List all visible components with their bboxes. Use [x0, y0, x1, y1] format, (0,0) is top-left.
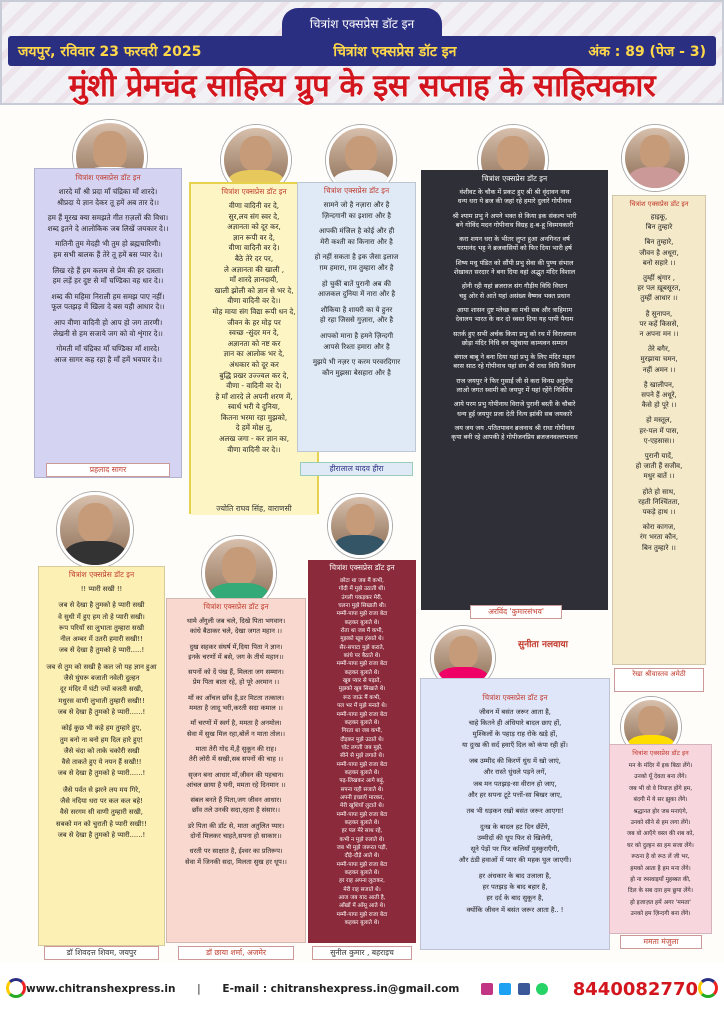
- poem-line: स्वच्छ -सुंदर मन दे,: [229, 328, 279, 338]
- poem-line: बैठे तेरे दर पर,: [234, 253, 274, 263]
- poem-line: आये परम प्रभु गोपीनाथ विराजे पुरानी बस्ती के चौबारे: [453, 400, 576, 409]
- poem-line: रोता था जब मैं कभी,: [340, 628, 384, 635]
- poem-line: देवालय भारत के कर दो ध्वस्त दिया यह पापी पैगाम: [455, 315, 574, 324]
- column-header: चित्रांश एक्सप्रेस डॉट इन: [629, 200, 689, 208]
- poem-line: डरे पिता की डाँट से, माता अतुलित प्यार।: [187, 821, 285, 830]
- poem-line: जीवन के हर मोड़ पर: [227, 317, 281, 327]
- poem-line: रूठना है वो रूठ लें जी भर,: [631, 854, 690, 861]
- poem-line: जीवन है अधूरा,: [639, 248, 679, 257]
- poem-line: बनो सहारे ।।: [642, 258, 676, 267]
- poem-line: करा शयन धरा के भीतर लुप्त हुआ अनगिनत वर्ष: [459, 235, 570, 244]
- poem-line: बिन तुम्हारे: [645, 223, 673, 232]
- masthead-text: चित्रांश एक्सप्रेस डॉट इन: [309, 16, 415, 31]
- poem-line: माता तेरी गोद में,है सुकून की राह।: [195, 744, 277, 753]
- column-header: चित्रांश एक्सप्रेस डॉट इन: [329, 563, 395, 572]
- poem-line: गोमती माँ चंद्रिका माँ चण्डिका माँ शारदे।: [56, 344, 160, 354]
- poem-line: मम्मी-पापा मुझे राजा बेटा: [336, 911, 388, 918]
- poem-line: हो चुकीं बातें पुरानी अब की: [322, 279, 391, 288]
- poem-line: श्रीप्रदा ये ज्ञान देकर तू हमें अब तार दे।।: [57, 197, 159, 207]
- author-photo-8: [328, 494, 392, 558]
- poem-line: वीणा वादिनी वर दे।।: [227, 296, 281, 306]
- poem-line: कभी न मुझे रुलाते थे।: [339, 836, 385, 843]
- poem-line: हो ना रुसवाइयाँ मुहब्बत की,: [630, 877, 691, 884]
- footer-phone[interactable]: 8440082770: [572, 978, 698, 1000]
- poem-line: बने गोविंद मदन गोपीनाथ विग्रह हृ-ब-हू विस्मयकारी: [455, 220, 574, 229]
- poem-line: दुख सहकर संघर्ष में,दिया पिता ने ज्ञान।: [189, 642, 283, 651]
- column-header: चित्रांश एक्सप्रेस डॉट इन: [221, 187, 287, 196]
- poem-line: ज़िन्दगानी का इशारा और है: [322, 211, 391, 220]
- poem-line: छोड़ा मंदिर निधि वन पहुंचाया काम्यवन सम्मान: [461, 338, 568, 347]
- poem-line: आपसे रिश्ता हमारा और है: [323, 342, 390, 351]
- poem-line: हर पतझड़ के बाद बहार है,: [482, 883, 548, 892]
- author-caption-1: प्रहलाद सागर: [46, 463, 170, 477]
- poem-line: अलख जगा - कर ज्ञान का,: [218, 434, 290, 444]
- poem-line: खूब प्यार से पढ़ाते,: [342, 678, 382, 685]
- poem-line: जब भी वो वे नियाज़ होंगे हम,: [628, 785, 693, 792]
- poem-line: सुर,लय संग स्वर दे,: [228, 211, 280, 221]
- poem-line: मुझको खूब सिखाते थे।: [338, 686, 386, 693]
- poem-column-3: [297, 182, 416, 452]
- poem-line: हर अंधकार के बाद उजाला है,: [478, 872, 552, 881]
- poem-line: मम्मी-पापा मुझे राजा बेटा: [336, 811, 388, 818]
- poem-line: सपनों को दें पंख हैं, मिलता जग सम्मान।: [188, 668, 284, 677]
- poem-line: जब से देखा है तुमको हे प्यारी सखी: [58, 601, 145, 610]
- page-title: मुंशी प्रेमचंद साहित्य ग्रुप के इस सप्ताह के साहित्यकार: [68, 68, 656, 104]
- poem-line: अंधकार को दूर कर: [229, 359, 279, 369]
- poem-line: हमको आता है हम मना लेंगे।: [630, 865, 691, 872]
- column-header: चित्रांश एक्सप्रेस डॉट इन: [75, 173, 141, 182]
- poem-line: हर दर्द के बाद सुकून है,: [486, 894, 544, 903]
- author-caption-7: डॉ छाया शर्मा, अजमेर: [178, 946, 294, 960]
- poem-line: अज्ञानता को नष्ट कर: [227, 338, 281, 348]
- poem-line: दौड़कर मुझे उठाते थे।: [340, 736, 384, 743]
- poem-line: चाहे कितने ही अंधियारे बादल छाए हों,: [468, 719, 562, 728]
- poem-line: लिख रहे हैं हम कलम से प्रेम की हर दास्ता।: [52, 265, 164, 275]
- poem-line: मुश्किलों के पहाड़ राह रोके खड़े हों,: [472, 730, 558, 739]
- poem-line: रूप परियाँ सा लुभाता तुम्हारा सखी: [59, 623, 144, 632]
- header-masthead: चित्रांश एक्सप्रेस डॉट इन: [333, 43, 457, 60]
- poem-line: शिष्य मधु पंडित को सौंपी प्रभु सेवा की पुण्य संभाल: [455, 258, 574, 267]
- poem-line: प्रेम पिता बाता रहे, हो पूरे अरमान ।।: [192, 678, 280, 687]
- poem-line: बिन तुम्हारे ।।: [642, 543, 676, 552]
- poem-text: [167, 616, 305, 867]
- poem-line: कृपा बनी रहे आपकी हे गोपीजनप्रिय ब्रजजनवल्लभनाथ: [451, 433, 578, 442]
- poem-line: मन के मंदिर में इक बिठा लेंगे।: [628, 763, 693, 769]
- poem-line: और हर सपना टूटे पत्तों-सा बिखर जाए,: [467, 790, 563, 799]
- poem-line: बुद्धि प्रखर उज्ज्वल कर दे,: [219, 370, 289, 380]
- poem-line: आपकी मंजिल है कोई और ही: [318, 227, 395, 236]
- poem-line: आया शासन दुष्ट म्लेच्छ का मची सब और त्राहिमाम: [456, 305, 573, 314]
- poem-line: आंचल छाया है घनी, ममता रहे दिनमान ।।: [186, 780, 286, 789]
- poem-line: तब भी धड़कन रखो बसंत जरूर आएगा!: [466, 806, 564, 815]
- twitter-icon[interactable]: [499, 983, 511, 995]
- poem-line: खाली झोली को ज्ञान से भर दे,: [214, 285, 294, 295]
- poem-line: दोनों मिलकर चाहते,सपना हो साकार।।: [190, 832, 282, 841]
- poem-column-6: [38, 566, 165, 946]
- poem-line: रूठ जाऊं मैं कभी,: [343, 694, 381, 701]
- masthead-tab: [282, 8, 442, 38]
- poem-line: तेरे बगैर,: [647, 345, 671, 354]
- poem-line: अपनी इच्छाएँ मारकर,: [339, 794, 385, 801]
- poem-line: मुरझाया चमन,: [640, 355, 678, 364]
- poem-text: [39, 584, 164, 841]
- poem-line: घर को दुल्हन सा हम सजा लेंगे।: [627, 842, 694, 849]
- poem-line: कहकर बुलाते थे।: [344, 719, 380, 726]
- poem-line: दुःख के बादल हट दिन छँटेंगे,: [480, 822, 550, 831]
- poem-line: कहकर बुलाते थे।: [344, 920, 380, 927]
- poem-line: दिल के सब दाग़ हम छुपा लेंगे।: [628, 888, 693, 895]
- poem-line: सतर्क हुए सभी अर्चक किया प्रभु को रथ में विराजमान: [453, 329, 576, 338]
- poem-line: आज जब याद आती है,: [338, 895, 386, 902]
- poem-line: शब्द इतने दे आलोकिक जब लिखें जयकार दे।।: [47, 223, 169, 233]
- poem-line: शौकिया है शायरी का ये हुनर: [320, 305, 393, 314]
- poem-line: सृजन बना आधार माँ,जीवन की पहचान।: [188, 770, 284, 779]
- poem-line: रंग भरता कौन,: [639, 533, 679, 542]
- poem-line: परमानंद भट्ट ने ब्रजवासियों को फिर दिया भारी हर्ष: [457, 244, 572, 253]
- poem-line: मुझको खूब हंसाते थे।: [340, 636, 384, 643]
- footer-website[interactable]: www.chitranshexpress.in: [26, 983, 176, 995]
- poem-text: [308, 577, 416, 927]
- poem-line: मधुरस वाणी लुभाती तुम्हारी सखी!!: [58, 696, 145, 705]
- poem-line: कैसे हो पूरे ।।: [641, 401, 677, 410]
- poem-line: आज सागर कह रहा है माँ हमें भवपार दे।।: [54, 354, 162, 364]
- poem-line: जैसे नदिया धरा पर कल कल बहे!: [60, 797, 143, 806]
- poem-line: गिरता था जब कभी,: [341, 728, 383, 735]
- poem-line: सीने से मुझे लगाते थे।: [339, 753, 385, 760]
- poem-line: कांधे बैठाकर चले, देखा जगत महान ।।: [190, 627, 282, 636]
- poem-line: वे सुधी में हुए हम तो हे प्यारी सखी।: [58, 612, 145, 621]
- poem-line: राज जयपुर ने फिर गुसाईं जी से करा विनम्र अनुरोध: [456, 376, 573, 385]
- poem-line: आपको माना है हमने ज़िन्दगी: [319, 331, 394, 340]
- poem-line: कहकर बुलाते थे।: [344, 769, 380, 776]
- poem-line: हम सभी बालक हैं तेरे तू हमें बस प्यार दे।।: [53, 249, 163, 259]
- poem-line: हम हैं मूरख क्या समझते गीत ग़ज़लों की विधा।: [47, 213, 169, 223]
- poem-line: हो इजाज़त हमें अगर 'ममता': [630, 899, 691, 906]
- poem-line: मातिनी तुम मेदही भी तुम हो ब्रह्मचारिणी।: [55, 239, 161, 249]
- poem-line: हर राह अपना लुटाकर,: [339, 878, 385, 885]
- poem-line: जब भी मुझे जरूरत पड़ी,: [336, 845, 388, 851]
- poem-line: लेखनी से हम सजाये जग को वो शृंगार दे।।: [53, 328, 163, 338]
- author-photo-6: [57, 492, 133, 568]
- poem-line: मेरी राह सजाते थे।: [343, 886, 381, 893]
- poem-line: दौड़े-दौड़े आते थे।: [344, 853, 380, 860]
- author-caption-4: अरविंद 'कुमारसंभव': [470, 605, 562, 619]
- poem-line: जीवन में बसंत जरूर आता है,: [479, 708, 551, 716]
- poem-line: माँ शारदे ज्ञानदायी,: [229, 275, 279, 285]
- poem-line: मेरी कश्ती का किनारा और है: [320, 237, 393, 246]
- poem-line: वैसे सरगम सी वाणी तुम्हारी सखी,: [60, 808, 143, 817]
- poem-line: रहती निश्चिंतता,: [638, 497, 680, 506]
- footer-bar: [26, 976, 698, 1002]
- poem-column-9: [420, 678, 610, 950]
- poem-line: छाँव तले उनकी सदा,रहता है संसार।।: [192, 806, 280, 815]
- poem-line: आजकल दुनिया में नारा और है: [317, 290, 396, 299]
- poem-line: वैसे ताकते हुए ये नयन हैं सखी!!: [61, 758, 142, 767]
- poem-line: धन्य हुई जयपुर प्रजा देती नित्य झांकी सब जयकारे: [456, 409, 573, 418]
- author-caption-8: सुनील कुमार , बहराइच: [312, 946, 412, 960]
- poem-line: सबको मन को चुराती हे प्यारी सखी!!: [56, 819, 147, 828]
- poem-line: ए-एहसास।।: [643, 436, 675, 445]
- poem-line: मुझपे भी नज़र ए करम परवरदिगार: [312, 358, 401, 367]
- poem-line: उनको यूँ देवता बना लेंगे।: [634, 774, 687, 781]
- poem-line: दूर मंदिर में घंटी ज्यों बजती सखी,: [59, 685, 144, 694]
- author-caption-6: डॉ शिवदत्त शिवम, जयपुर: [44, 946, 159, 960]
- poem-line: आप वीणा वादिनी हो आप हो जग तारणी।: [53, 317, 163, 327]
- poem-text: [421, 707, 609, 916]
- poem-line: फूल पतझड़ में खिला दे बस यही आधार दे।।: [51, 302, 165, 312]
- poem-text: [421, 188, 608, 443]
- poem-text: [298, 200, 415, 378]
- poem-line: मम्मी-पापा मुझे राजा बेटा: [336, 711, 388, 718]
- poem-line: मम्मी-पापा मुझे राजा बेटा: [336, 661, 388, 668]
- poem-line: होते हो साथ,: [642, 487, 676, 496]
- author-photo-5: [622, 125, 688, 191]
- poem-line: कहकर बुलाते थे।: [344, 819, 380, 826]
- poem-line: और ठंडी हवाओं में प्यार की महक घुल जाएगी।: [458, 856, 572, 865]
- poem-line: शेखावत सरदार ने बना दिया वहां अद्भुत मंदिर विशाल: [453, 268, 576, 277]
- poem-line: हम लड़ें हर दुष्ट से माँ चण्डिका वह धार दे।।: [52, 276, 164, 286]
- poem-line: चहु ओर से आते यहां असंख्य वैष्णव भक्त प्रधान: [459, 291, 570, 300]
- poem-line: हर-पल में पास,: [639, 426, 679, 435]
- poem-line: दे हमें मोक्ष तू,: [235, 423, 273, 433]
- poem-line: बंदगी में ये सर झुका लेंगे।: [633, 797, 688, 804]
- poem-line: जब से देखा है तुमको हे प्यारी......!: [57, 707, 146, 716]
- poem-line: माँ का आँचल छाँव है,डर मिटता तत्काल।: [188, 693, 284, 702]
- poem-line: जय जय जय .पतितपावन ब्रजनाथ श्री राधा गोपीनाथ: [454, 423, 575, 432]
- column-header: चित्रांश एक्सप्रेस डॉट इन: [323, 186, 390, 195]
- author-caption-10: ममता मंजुला: [620, 935, 702, 949]
- poem-line: लाओ जगत स्वामी को जयपुर में यहां रहेंगे निर्विरोध: [456, 386, 573, 395]
- poem-line: सपने हैं अधूरे,: [641, 391, 677, 400]
- poem-line: हे माँ शारदे ले अपनी शरण में,: [215, 391, 293, 401]
- poem-line: होनी रही यहां ब्रजराज संग गौड़ीय विधि विधान: [461, 282, 568, 291]
- poem-line: पल भर में मुझे मनाते थे।: [337, 703, 387, 710]
- poem-line: हो जाती हैं सजीव,: [635, 462, 683, 471]
- poem-line: हो नहीं सकता है इक जैसा इलाज: [314, 253, 399, 262]
- poem-line: कहकर बुलाते थे।: [344, 870, 380, 877]
- poem-line: मेरी खुशियाँ लुटाते थे।: [340, 803, 384, 810]
- poem-line: ग़म हमारा, ग़म तुम्हारा और है: [319, 263, 394, 272]
- author-caption-3: हीरालाल यादव हीरा: [300, 462, 413, 476]
- poem-line: तेरी लोरी में सखी,सब सपनों की चाह ।।: [189, 755, 283, 764]
- poem-line: !! प्यारी सखी !!: [80, 585, 123, 593]
- poem-text: [35, 187, 181, 365]
- poem-line: पढ़-लिखकर आगे बढ़ूं,: [339, 778, 385, 785]
- column-header: चित्रांश एक्सप्रेस डॉट इन: [68, 570, 135, 579]
- footer-divider: |: [197, 983, 201, 995]
- poem-line: उंगली पकड़कर मेरी,: [341, 594, 383, 601]
- poem-line: वंशीवट के चौक में प्रकट हुए श्री श्री वृंदावन नाथ: [459, 188, 570, 196]
- poem-line: तुम बनो ना बनो हम दिल हारे हुए!: [59, 735, 144, 744]
- poem-line: अज्ञानता को दूर कर,: [227, 222, 281, 232]
- poem-line: धरती पर साक्षात है, ईश्वर का प्रतिरूप।: [189, 847, 283, 856]
- poem-line: नहीं अमन ।।: [642, 365, 676, 374]
- poem-line: कहकर बुलाते थे।: [344, 619, 380, 626]
- poem-line: है खालीपन,: [643, 380, 675, 389]
- poem-line: स्वार्थ भरी ये दुनिया,: [227, 402, 281, 412]
- poem-line: जैसे पर्वत से झरने लय मय गिरे,: [62, 785, 141, 794]
- poem-line: उनको हम ज़िन्दगी बना लेंगे।: [630, 911, 691, 918]
- poem-line: शब्द की महिमा निराली हम समझ पाए नहीं।: [51, 291, 165, 301]
- poem-line: हर पल ख़ूबसूरत,: [637, 284, 681, 293]
- author-caption-5: रेखा श्रीवास्तव अमेठी: [614, 668, 704, 692]
- poem-line: सामने जो है नज़ारा और है: [323, 201, 390, 209]
- column-header: चित्रांश एक्सप्रेस डॉट इन: [203, 602, 269, 611]
- poem-column-10: [609, 744, 712, 934]
- poem-line: पर कहें किससे,: [639, 319, 679, 328]
- footer-social: [481, 983, 551, 995]
- instagram-icon[interactable]: [481, 983, 493, 995]
- poem-line: और रास्ते धुंधले पड़ने लगें,: [483, 768, 547, 777]
- poem-line: छोटा था जब मैं कभी,: [340, 578, 384, 584]
- poem-line: वीणा वादिनी वर दे।: [228, 243, 280, 253]
- poem-line: न अपना मन ।।: [639, 330, 679, 339]
- poem-line: मम्मी-पापा मुझे राजा बेटा: [336, 861, 388, 868]
- column-header: चित्रांश एक्सप्रेस डॉट इन: [482, 693, 548, 702]
- poem-line: हो रहा जिससे गुज़ारा, और है: [319, 316, 394, 325]
- poem-line: मम्मी-पापा मुझे राजा बेटा: [336, 611, 388, 618]
- poem-line: श्री श्याम प्रभु ने अपने भक्त से किया इक संकल्प भारी: [452, 211, 577, 220]
- poem-line: पुरानी यादें,: [644, 452, 674, 461]
- poem-line: वीणा वादिनी वर दे।।: [227, 444, 281, 454]
- poem-line: चोट लगती जब मुझे,: [341, 744, 383, 751]
- poem-column-1: [34, 168, 182, 478]
- poem-column-4: [421, 170, 608, 610]
- poem-line: कोरा कागज,: [642, 523, 676, 532]
- poem-line: कितना भरमा रहा मुझको,: [220, 412, 288, 422]
- poem-column-7: [166, 598, 306, 943]
- poem-line: ले अज्ञानता की खाली ,: [223, 264, 285, 274]
- poem-line: जब से तुम को सखी है कल जो यह ज्ञान हुआ: [46, 662, 157, 671]
- poem-line: सेवा में जिनकी सदा, मिलता सुख हर धूप।।: [185, 857, 287, 866]
- poem-line: तुम्हीं श्रृंगार ,: [643, 274, 675, 283]
- poem-line: हर पल मेरे साथ रहे,: [341, 828, 383, 835]
- header-bar: [8, 36, 716, 66]
- poem-line: जब उम्मीद की किरणें धुंध में खो जाएं,: [469, 757, 561, 766]
- poem-line: गोदी में मुझे उठाती थी।: [338, 586, 386, 593]
- poem-line: क्योंकि जीवन में बसंत जरूर आता है.. !: [466, 905, 564, 914]
- poem-line: वीणा - वादिनी वर दे।: [226, 381, 282, 391]
- author-caption-2: ज्योति राघव सिंह, वाराणसी: [191, 503, 317, 515]
- poem-line: बंगाल बाबू ने बना दिया यहां प्रभु के लिए मंदिर महान: [454, 353, 575, 362]
- whatsapp-icon[interactable]: [536, 983, 548, 995]
- poem-line: नील अम्बर में उतरी हमारी सखी!!: [60, 635, 143, 644]
- poem-line: माँ चरणों में स्वर्ग है, ममता है अनमोल।: [190, 719, 282, 728]
- poem-line: वीणा वादिनी वर दे,: [228, 201, 280, 210]
- poem-line: सेवा में सुख मिल रहा,बोलें न माता तोल।।: [186, 729, 286, 738]
- author-name-9: सुनीता नलवाया: [518, 640, 568, 650]
- poem-line: धन्य धरा ये ब्रज की जहां रहे हमारे दुलारे गोपीनाथ: [457, 197, 572, 206]
- poem-line: सपना यही सजाते थे।: [340, 786, 384, 793]
- poem-column-5: [612, 195, 706, 665]
- poem-line: है सुनापन,: [645, 309, 673, 318]
- poem-line: पकड़े हाथ ।।: [642, 508, 676, 517]
- poem-column-8: [308, 560, 416, 943]
- poem-line: बिन तुम्हारे,: [644, 238, 674, 247]
- poem-text: [613, 212, 705, 553]
- poem-line: जब से देखा है तुमको हे प्यारी.....!: [58, 646, 145, 655]
- poem-line: ज्ञान का आलोक भर दे,: [223, 349, 285, 359]
- poem-line: बरस साठ रहे गोपीनाथ यहां संग श्री राधा विधि विधान: [453, 362, 576, 371]
- poem-line: श्रद्धानत होर जब मनाएंगे,: [633, 808, 688, 815]
- poem-line: जब से देखा है तुमको हे प्यारी......!: [57, 769, 146, 778]
- column-header: चित्रांश एक्सप्रेस डॉट इन: [481, 174, 548, 183]
- poem-line: मोह माया संग विद्या रूपी धन दे,: [212, 306, 296, 316]
- poem-line: इनके चरणों में बसे, जग के तीर्थ महान।।: [188, 652, 284, 661]
- poem-text: [610, 761, 711, 921]
- facebook-icon[interactable]: [518, 983, 530, 995]
- footer: [0, 962, 724, 1024]
- pinwheel-icon: [6, 978, 26, 998]
- poem-line: चलना मुझे सिखाती थी।: [338, 603, 386, 610]
- poem-line: शारदे माँ श्री प्रदा माँ चंद्रिका माँ शारदे।: [58, 187, 158, 196]
- poem-line: कोई कुछ भी कहे हम तुम्हारे हुए,: [61, 724, 142, 733]
- poem-line: मम्मी-पापा मुझे राजा बेटा: [336, 761, 388, 768]
- poem-line: कहकर बुलाते थे।: [344, 669, 380, 676]
- poem-line: सैर-सपाटा मुझे कराते,: [339, 644, 385, 651]
- poem-line: जैसे चंदा को ताके चकोरी सखी: [63, 746, 140, 755]
- footer-email[interactable]: E-mail : chitranshexpress.in@gmail.com: [222, 983, 460, 995]
- poem-line: कौन मुझसा बेसहारा और है: [322, 368, 391, 377]
- poem-line: तुम्हीं आधार ।।: [640, 294, 678, 303]
- poem-line: कांधे पर बैठाते थे।: [343, 653, 381, 660]
- header-issue: अंक : 89 (पेज - 3): [588, 43, 706, 60]
- poem-line: सूने पेड़ों पर फिर कलियाँ मुस्कुराएँगी,: [470, 845, 560, 854]
- poem-line: ममता है जादू भरी,करती सदा कमाल ।।: [189, 704, 283, 713]
- poem-line: थामे अँगुली जब चले, दिखे पिता भगवान।: [186, 617, 286, 625]
- poem-line: उनको सीने से हम लगा लेंगे।: [630, 820, 691, 827]
- poem-line: जब से देखा है तुमको हे प्यारी......!: [57, 830, 146, 839]
- poem-line: उम्मीदों की धूप फिर से खिलेगी,: [477, 833, 553, 842]
- header-date: जयपुर, रविवार 23 फरवरी 2025: [18, 43, 202, 60]
- poem-line: संबल बनते हैं पिता,जग जीवन आधार।: [190, 796, 282, 805]
- poem-line: जैसे घुंघरू बजाती नवेली दुल्हन: [63, 674, 140, 683]
- poem-line: जब मन पतझड़-सा वीरान हो जाए,: [473, 779, 557, 788]
- pinwheel-icon: [698, 978, 718, 998]
- poem-line: ज्ञान रूपी वर दे,: [233, 232, 275, 242]
- poem-line: आँखों में आँसू आते थे।: [338, 903, 386, 910]
- poem-line: हाइकू,: [650, 213, 668, 221]
- column-header: चित्रांश एक्सप्रेस डॉट इन: [632, 749, 689, 757]
- poem-line: हो मस्तूल,: [646, 416, 672, 425]
- poem-line: या दुःख की सर्द हवाएँ दिल को कंपा रही हों।: [462, 741, 568, 750]
- poem-line: जब वो आएँगे वस्ल की शब को,: [626, 831, 695, 838]
- poem-line: मधुर बातें ।।: [643, 472, 675, 481]
